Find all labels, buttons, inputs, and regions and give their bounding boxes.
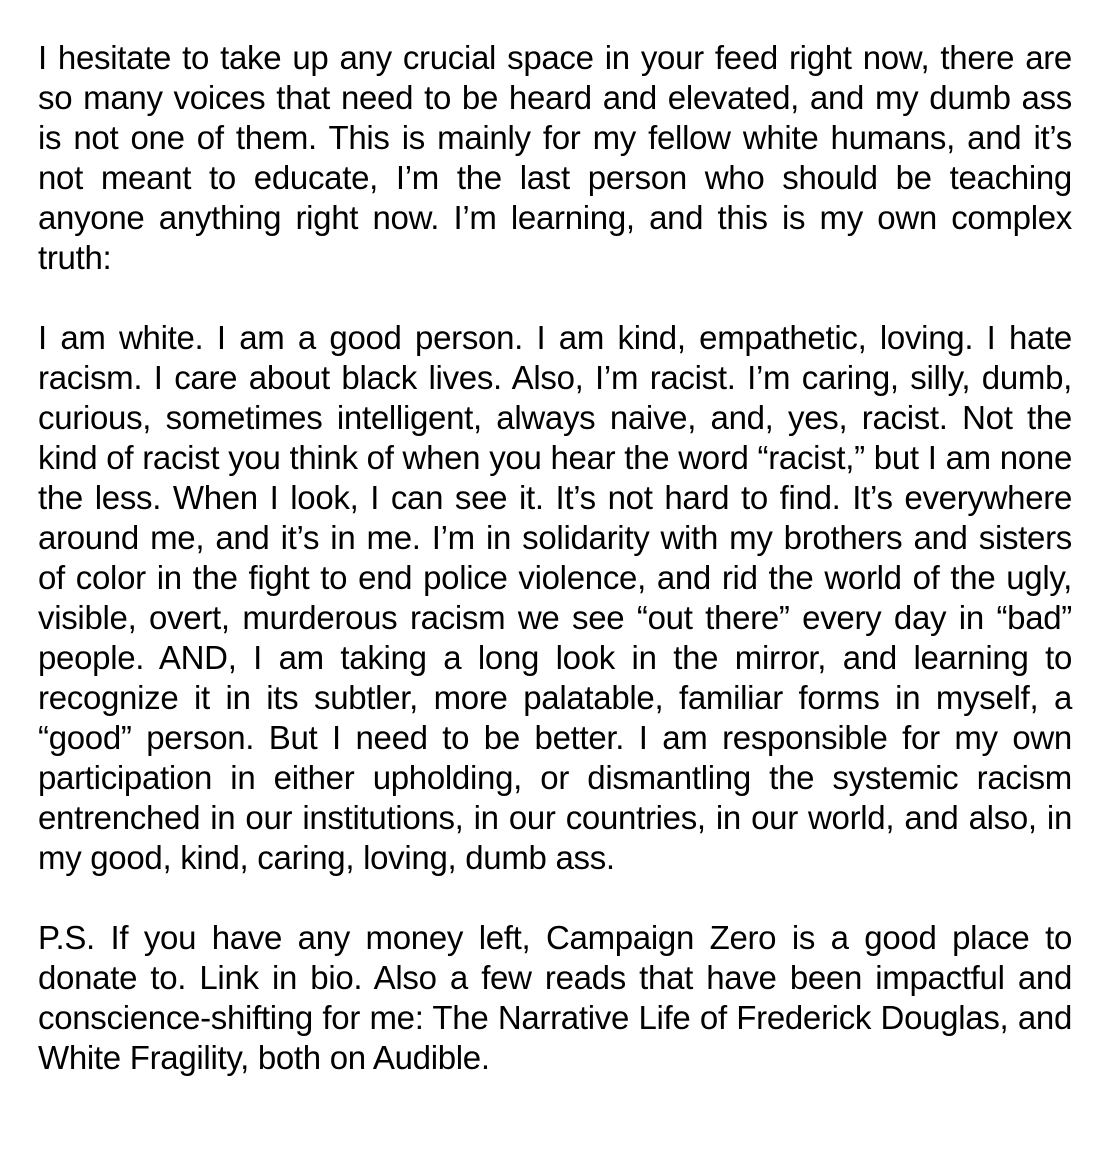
paragraph-intro: I hesitate to take up any crucial space in your feed right now, there are so many voices that need to be heard and elevated, and my dumb ass is not one of them. This is mainly for my fellow white humans, and it’s not meant to educate, I’m the last person who should be teaching anyone anything right now. I’m learning, and this is my own complex truth:	[38, 39, 1072, 276]
document-body	[38, 38, 1072, 1078]
paragraph-postscript: P.S. If you have any money left, Campaign Zero is a good place to donate to. Link in bio. Also a few reads that have been impactful and conscience-shifting for me: The Narrative Life of Frederick Douglas, and White Fragility, both on Audible.	[38, 919, 1072, 1076]
paragraph-main: I am white. I am a good person. I am kind, empathetic, loving. I hate racism. I care about black lives. Also, I’m racist. I’m caring, silly, dumb, curious, sometimes intelligent, always naive, and, yes, racist. Not the kind of racist you think of when you hear the word “racist,” but I am none the less. When I look, I can see it. It’s not hard to find. It’s everywhere around me, and it’s in me. I’m in solidarity with my brothers and sisters of color in the fight to end police violence, and rid the world of the ugly, visible, overt, murderous racism we see “out there” every day in “bad” people. AND, I am taking a long look in the mirror, and learning to recognize it in its subtler, more palatable, familiar forms in myself, a “good” person. But I need to be better. I am responsible for my own participation in either upholding, or dismantling the systemic racism entrenched in our institutions, in our countries, in our world, and also, in my good, kind, caring, loving, dumb ass.	[38, 319, 1072, 876]
